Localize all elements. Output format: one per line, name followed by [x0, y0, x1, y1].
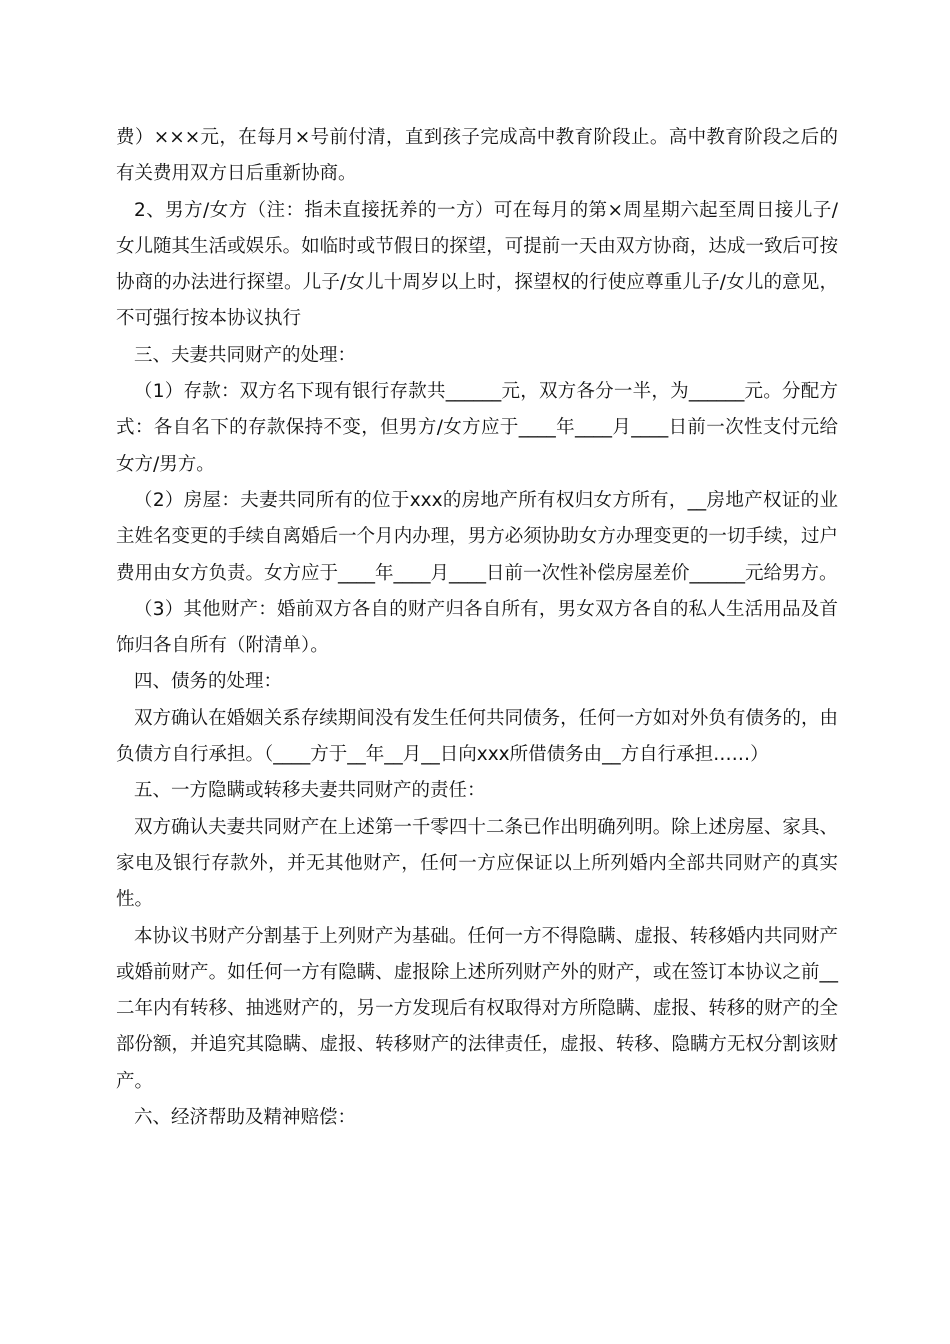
- paragraph-visitation-rights: 2、男方/女方（注：指未直接抚养的一方）可在每月的第×周星期六起至周日接儿子/女儿随其生活或娱乐。如临时或节假日的探望，可提前一天由双方协商，达成一致后可按协商的办法进行探望。儿子/女儿十周岁以上时，探望权的行使应尊重儿子/女儿的意见，不可强行按本协议执行: [116, 199, 838, 330]
- paragraph-other-property: （3）其他财产：婚前双方各自的财产归各自所有，男女双方各自的私人生活用品及首饰归各自所有（附清单）。: [116, 598, 838, 657]
- paragraph-property-confirmation: 双方确认夫妻共同财产在上述第一千零四十二条已作出明确列明。除上述房屋、家具、家电及银行存款外，并无其他财产，任何一方应保证以上所列婚内全部共同财产的真实性。: [116, 816, 838, 911]
- paragraph-concealment-liability: 本协议书财产分割基于上列财产为基础。任何一方不得隐瞒、虚报、转移婚内共同财产或婚前财产。如任何一方有隐瞒、虚报除上述所列财产外的财产，或在签订本协议之前__二年内有转移、抽逃财产的，另一方发现后有权取得对方所隐瞒、虚报、转移的财产的全部份额，并追究其隐瞒、虚报、转移财产的法律责任，虚报、转移、隐瞒方无权分割该财产。: [116, 925, 838, 1092]
- paragraph-debts: 双方确认在婚姻关系存续期间没有发生任何共同债务，任何一方如对外负有债务的，由负债方自行承担。（____方于__年__月__日向xxx所借债务由__方自行承担……）: [116, 707, 838, 766]
- paragraph-housing: （2）房屋：夫妻共同所有的位于xxx的房地产所有权归女方所有，__房地产权证的业主姓名变更的手续自离婚后一个月内办理，男方必须协助女方办理变更的一切手续，过户费用由女方负责。女方应于____年____月____日前一次性补偿房屋差价______元给男方。: [116, 489, 838, 584]
- section-heading-joint-property: 三、夫妻共同财产的处理：: [134, 344, 357, 366]
- document-body: [116, 120, 838, 1136]
- section-heading-debts: 四、债务的处理：: [134, 671, 283, 693]
- paragraph-deposits: （1）存款：双方名下现有银行存款共______元，双方各分一半，为______元。分配方式：各自名下的存款保持不变，但男方/女方应于____年____月____日前一次性支付元给女方/男方。: [116, 381, 838, 475]
- section-heading-concealment: 五、一方隐瞒或转移夫妻共同财产的责任：: [134, 780, 486, 802]
- section-heading-compensation: 六、经济帮助及精神赔偿：: [134, 1107, 357, 1129]
- paragraph-child-support-continuation: 费）×××元，在每月×号前付清，直到孩子完成高中教育阶段止。高中教育阶段之后的有关费用双方日后重新协商。: [116, 127, 838, 185]
